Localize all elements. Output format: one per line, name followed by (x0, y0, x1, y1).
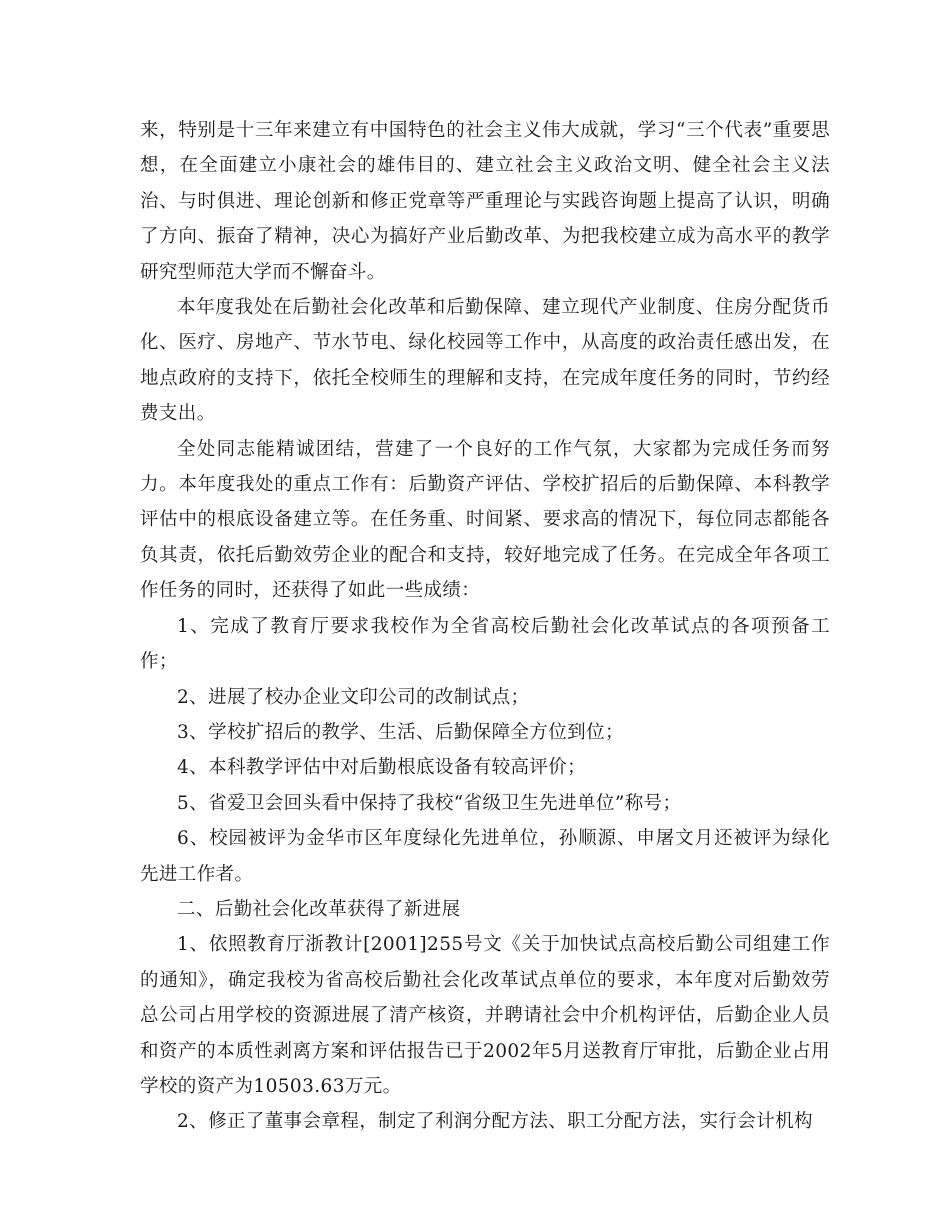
list-item-3: 3、学校扩招后的教学、生活、后勤保障全方位到位； (177, 721, 624, 743)
paragraph-reform-1: 1、依照教育厅浙教计[2001]255号文《关于加快试点高校后勤公司组建工作的通知》，确定我校为省高校后勤社会化改革试点单位的要求，本年度对后勤效劳总公司占用学校的资源进展了清产核资，并聘请社会中介机构评估，后勤企业人员和资产的本质性剥离方案和评估报告已于2002年5月送教育厅审批，后勤企业占用学校的资产为10503.63万元。 (140, 934, 830, 1097)
document-body (140, 113, 830, 1140)
section-heading-2: 二、后勤社会化改革获得了新进展 (177, 898, 461, 920)
list-item-2: 2、进展了校办企业文印公司的改制试点； (177, 686, 530, 708)
list-item-4: 4、本科教学评估中对后勤根底设备有较高评价； (177, 757, 587, 779)
paragraph-team-work: 全处同志能精诚团结，营建了一个良好的工作气氛，大家都为完成任务而努力。本年度我处的重点工作有：后勤资产评估、学校扩招后的后勤保障、本科教学评估中的根底设备建立等。在任务重、时间紧、要求高的情况下，每位同志都能各负其责，依托后勤效劳企业的配合和支持，较好地完成了任务。在完成全年各项工作任务的同时，还获得了如此一些成绩： (140, 438, 830, 602)
paragraph-reform-2: 2、修正了董事会章程，制定了利润分配方法、职工分配方法，实行会计机构 (177, 1111, 813, 1133)
list-item-1: 1、完成了教育厅要求我校作为全省高校后勤社会化改革试点的各项预备工作； (140, 615, 830, 673)
list-item-6: 6、校园被评为金华市区年度绿化先进单位，孙顺源、申屠文月还被评为绿化先进工作者。 (140, 828, 830, 885)
list-item-5: 5、省爱卫会回头看中保持了我校“省级卫生先进单位”称号； (177, 792, 682, 814)
paragraph-continuation: 来，特别是十三年来建立有中国特色的社会主义伟大成就，学习“三个代表”重要思想，在全面建立小康社会的雄伟目的、建立社会主义政治文明、健全社会主义法治、与时俱进、理论创新和修正党章等严重理论与实践咨询题上提高了认识，明确了方向、振奋了精神，决心为搞好产业后勤改革、为把我校建立成为高水平的教学研究型师范大学而不懈奋斗。 (140, 120, 830, 283)
paragraph-annual-work: 本年度我处在后勤社会化改革和后勤保障、建立现代产业制度、住房分配货币化、医疗、房地产、节水节电、绿化校园等工作中，从高度的政治责任感出发，在地点政府的支持下，依托全校师生的理解和支持，在完成年度任务的同时，节约经费支出。 (140, 297, 830, 425)
